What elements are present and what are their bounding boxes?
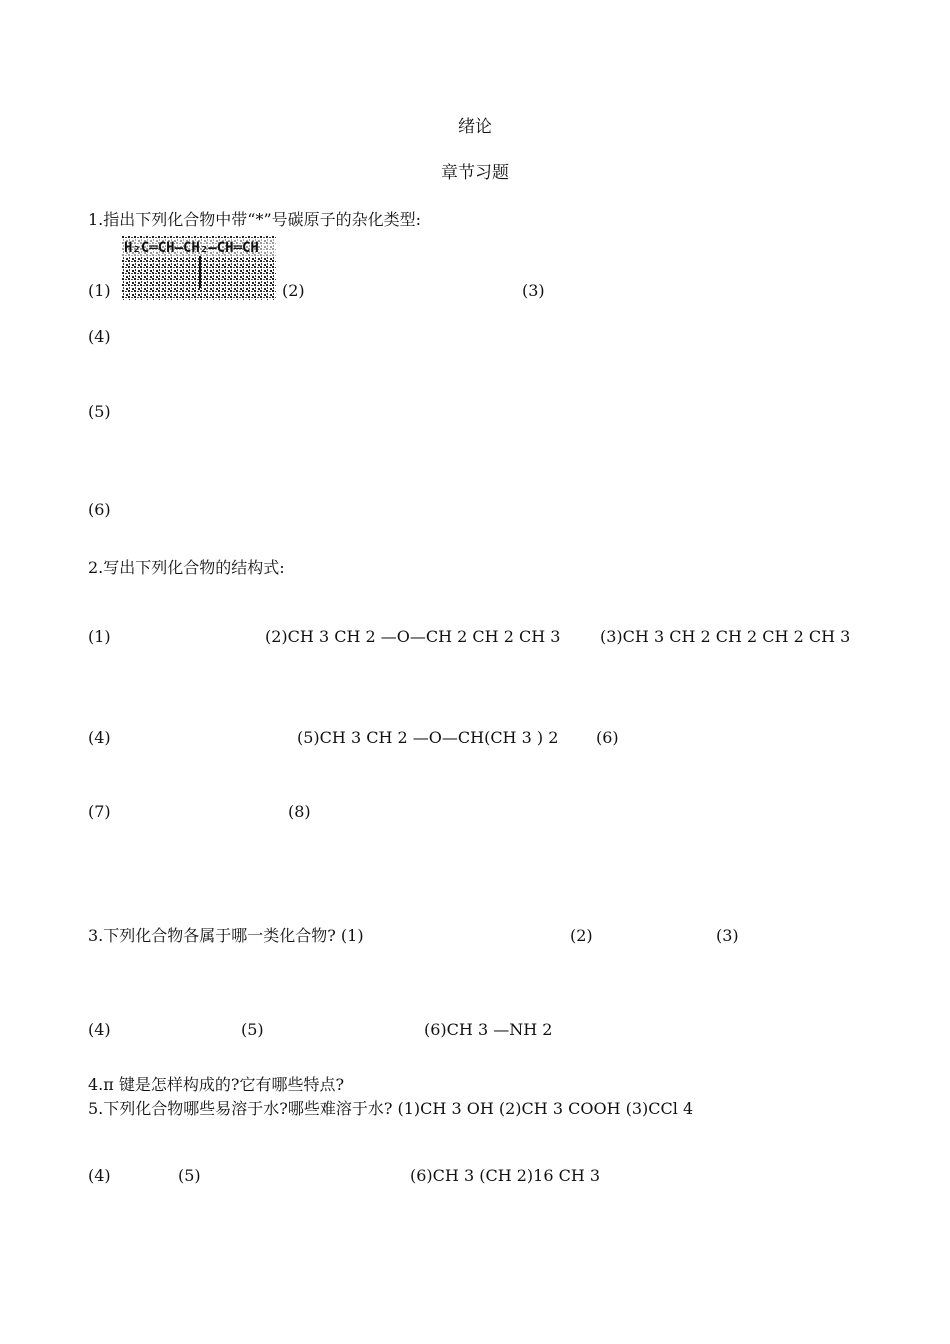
q5-item-4: (4) bbox=[88, 1166, 111, 1185]
q2-item-5: (5)CH 3 CH 2 —O—CH(CH 3 ) 2 bbox=[297, 728, 559, 747]
q1-item-1: (1) bbox=[88, 281, 111, 300]
q2-item-4: (4) bbox=[88, 728, 111, 747]
q1-item-5: (5) bbox=[88, 402, 111, 421]
q3-item-2: (2) bbox=[570, 926, 593, 945]
q1-structure-image bbox=[122, 236, 276, 300]
q1-item-6: (6) bbox=[88, 500, 111, 519]
q2-item-6: (6) bbox=[596, 728, 619, 747]
q3-prompt: 3.下列化合物各属于哪一类化合物? (1) bbox=[88, 926, 364, 945]
q1-item-2: (2) bbox=[282, 281, 305, 300]
q1-prompt: 1.指出下列化合物中带“*”号碳原子的杂化类型: bbox=[88, 210, 422, 229]
q2-prompt: 2.写出下列化合物的结构式: bbox=[88, 558, 285, 577]
q2-item-3: (3)CH 3 CH 2 CH 2 CH 2 CH 3 bbox=[600, 627, 851, 646]
q5-prompt: 5.下列化合物哪些易溶于水?哪些难溶于水? (1)CH 3 OH (2)CH 3 COOH (3)CCl 4 bbox=[88, 1099, 694, 1118]
q2-item-7: (7) bbox=[88, 802, 111, 821]
q1-item-4: (4) bbox=[88, 327, 111, 346]
q3-item-6: (6)CH 3 —NH 2 bbox=[424, 1020, 553, 1039]
q3-item-5: (5) bbox=[241, 1020, 264, 1039]
q5-item-6: (6)CH 3 (CH 2)16 CH 3 bbox=[410, 1166, 601, 1185]
q3-item-4: (4) bbox=[88, 1020, 111, 1039]
q2-item-2: (2)CH 3 CH 2 —O—CH 2 CH 2 CH 3 bbox=[265, 627, 561, 646]
page-title: 绪论 bbox=[458, 117, 492, 137]
q5-item-5: (5) bbox=[178, 1166, 201, 1185]
q4-prompt: 4.π 键是怎样构成的?它有哪些特点? bbox=[88, 1075, 345, 1094]
q2-item-1: (1) bbox=[88, 627, 111, 646]
q3-item-3: (3) bbox=[716, 926, 739, 945]
q1-structure-text: H₂C═CH—CH₂—CH═CH bbox=[124, 240, 259, 256]
q1-item-3: (3) bbox=[522, 281, 545, 300]
q2-item-8: (8) bbox=[288, 802, 311, 821]
page-subtitle: 章节习题 bbox=[441, 163, 509, 183]
